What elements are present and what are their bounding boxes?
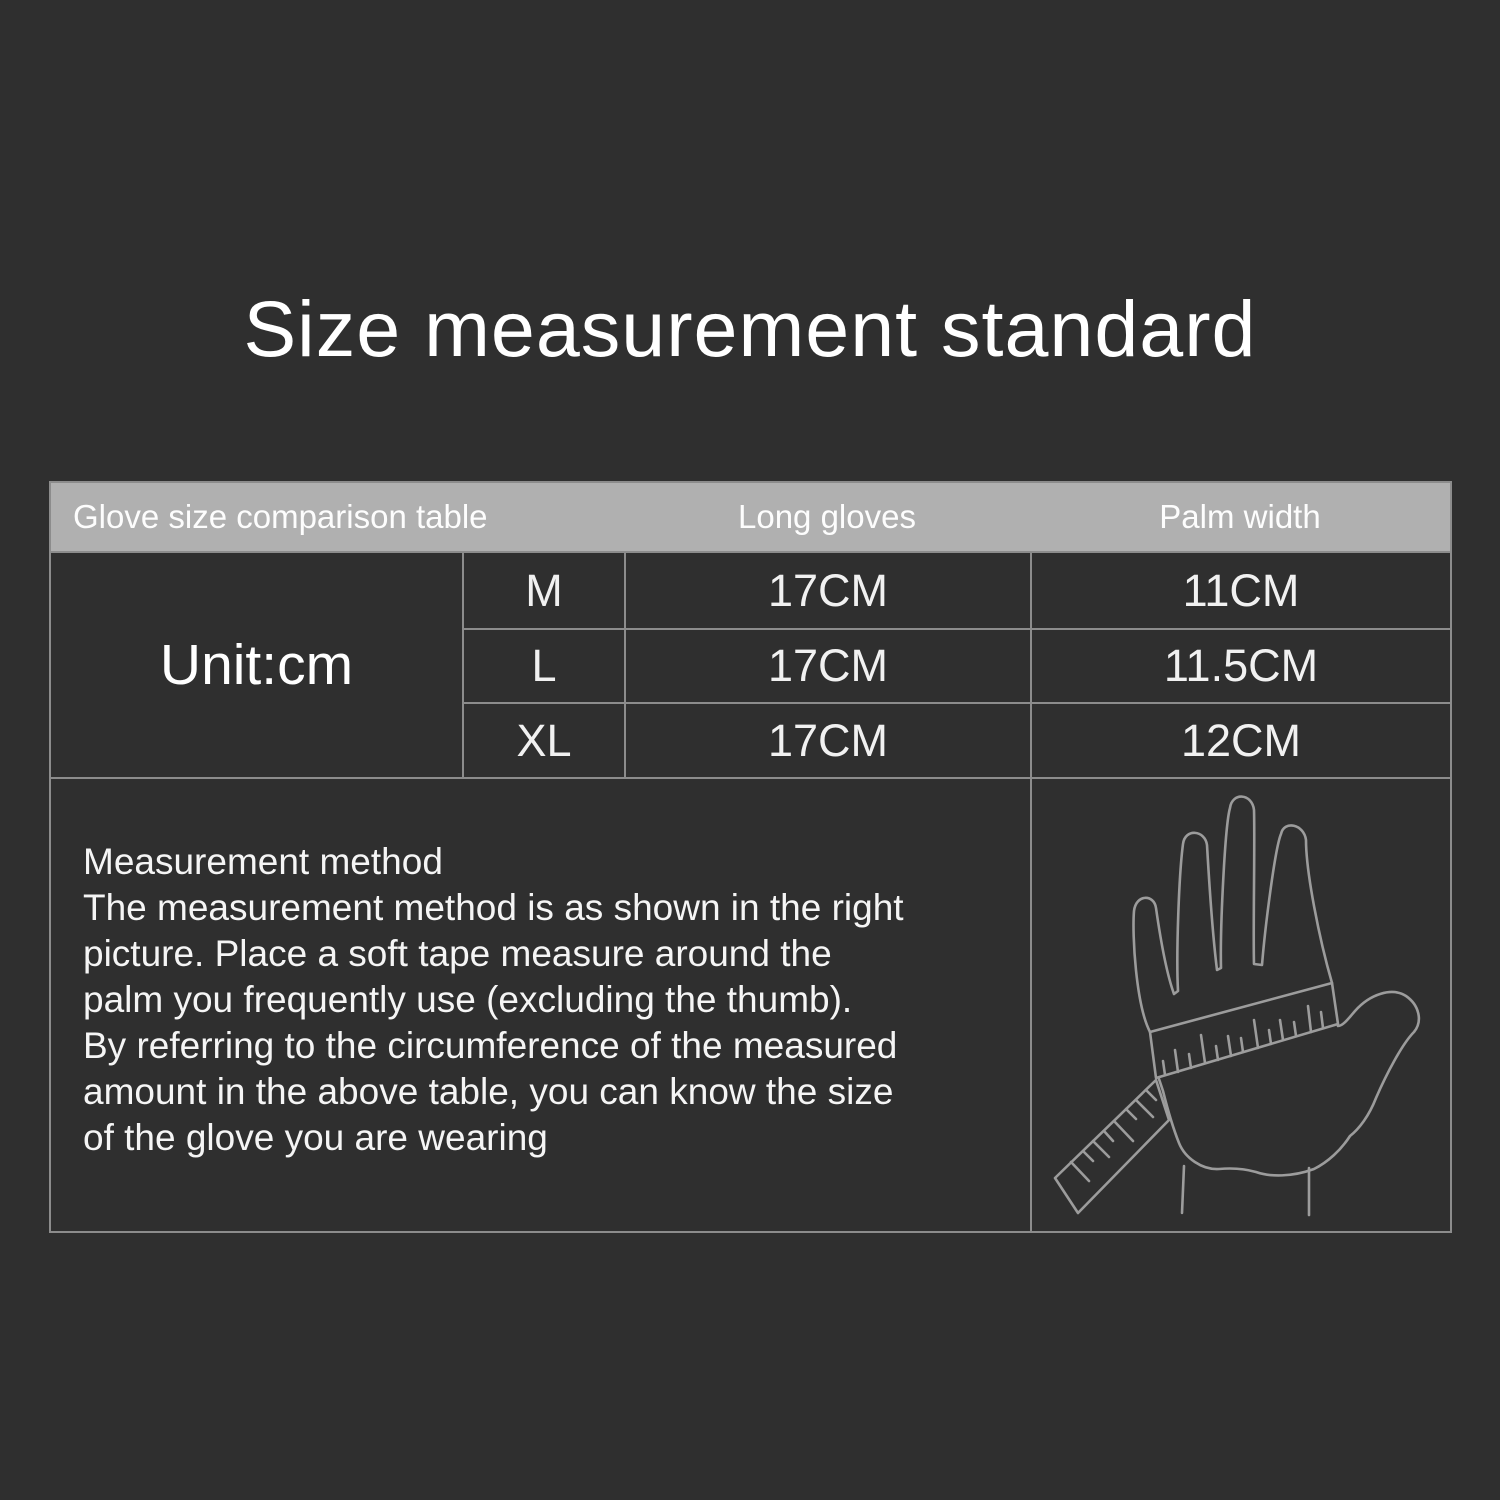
method-text-line: of the glove you are wearing — [83, 1117, 548, 1158]
size-cell-xl: XL — [462, 702, 624, 777]
table-header-row — [51, 483, 1450, 551]
measurement-method-text — [51, 779, 1030, 1231]
method-text-line: Measurement method — [83, 841, 443, 882]
page-title: Size measurement standard — [243, 284, 1257, 373]
method-text-line: palm you frequently use (excluding the thumb). — [83, 979, 853, 1020]
size-cell-l: L — [462, 628, 624, 702]
tape-band — [1150, 983, 1338, 1078]
method-text-line: By referring to the circumference of the measured — [83, 1025, 898, 1066]
palm-width-xl: 12CM — [1030, 702, 1450, 777]
long-gloves-m: 17CM — [624, 553, 1030, 628]
hand-illustration-cell — [1030, 779, 1450, 1231]
long-gloves-xl: 17CM — [624, 702, 1030, 777]
glove-size-table — [49, 481, 1452, 1233]
tape-loose-strip — [1055, 1080, 1169, 1213]
header-glove-size-comparison: Glove size comparison table — [73, 498, 488, 535]
long-gloves-l: 17CM — [624, 628, 1030, 702]
table-footer — [51, 777, 1450, 1231]
method-text-line: picture. Place a soft tape measure around the — [83, 933, 832, 974]
palm-width-l: 11.5CM — [1030, 628, 1450, 702]
wrist-lines — [1182, 1166, 1309, 1215]
table-body — [51, 551, 1450, 777]
palm-width-m: 11CM — [1030, 553, 1450, 628]
header-palm-width: Palm width — [1159, 498, 1321, 535]
method-text-line: The measurement method is as shown in the right — [83, 887, 904, 928]
header-long-gloves: Long gloves — [738, 498, 916, 535]
size-cell-m: M — [462, 553, 624, 628]
hand-tape-measure-illustration — [1032, 779, 1450, 1231]
unit-label: Unit:cm — [159, 633, 354, 697]
method-text-line: amount in the above table, you can know the size — [83, 1071, 894, 1112]
